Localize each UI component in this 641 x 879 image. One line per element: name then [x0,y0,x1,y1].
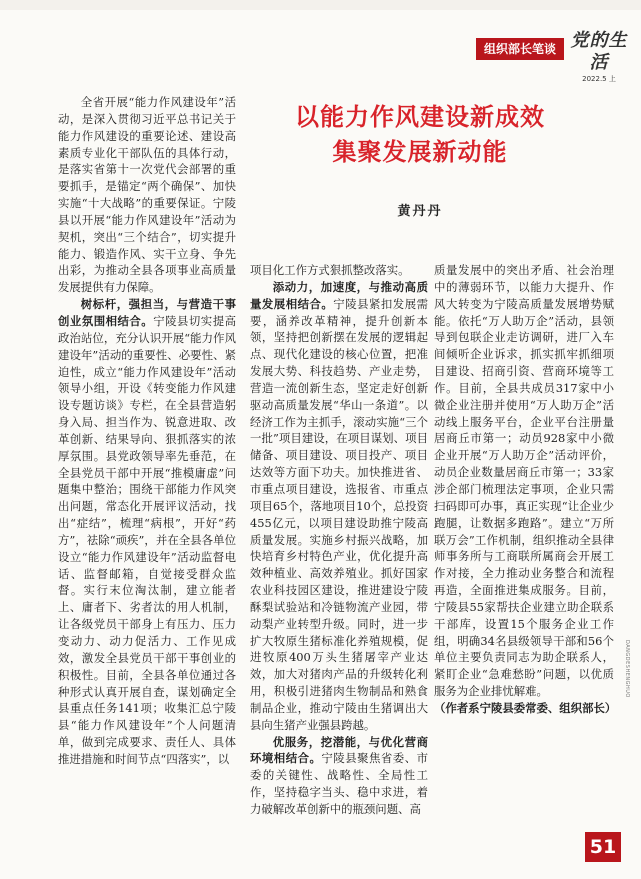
section-3-body-continued: 质量发展中的突出矛盾、社会治理中的薄弱环节，以能力大提升、作风大转变为宁陵高质量发展增势赋能。依托“万人助万企”活动，县领导到包联企业走访调研，进厂入车间倾听企业诉求，抓实抓牢抓细项目建设、招商引资、营商环境等工作。目前，全县共成员317家中小微企业注册并使用“万人助万企”活动线上服务平台，企业平台注册量居商丘市第一；动员928家中小微企业开展“万人助万企”活动评价，动员企业数量居商丘市第一；33家涉企部门梳理法定事项，企业只需扫码即可办事，真正实现“让企业少跑腿，让数据多跑路”。建立“万所联万会”工作机制，组织推动全县律师事务所与工商联所属商会开展工作对接，全力推动业务整合和流程再造，全面推进集成服务。目前，宁陵县55家帮扶企业建立助企联系干部库，设置15个服务企业工作组，明确34名县级领导干部和56个单位主要负责同志为助企联系人，紧盯企业“急难愁盼”问题，以优质服务为企业排忧解难。 [434,263,614,699]
section-2-paragraph [250,279,428,734]
text-column-3 [434,262,617,832]
author-signature-continued [434,700,617,717]
column-tag: 组织部长笔谈 [476,38,564,60]
magazine-brand [566,30,632,83]
text-column-1 [58,94,236,832]
section-1-paragraph [58,296,236,768]
signature-text-continued: （作者系宁陵县委常委、组织部长） [434,700,617,715]
section-2-heading: 添动力，加速度，与推动高质量发展相结合。 [250,279,428,311]
section-3-heading: 优服务，挖潜能，与优化营商环境相结合。 [250,734,428,766]
article-title-line2: 集聚发展新动能 [332,138,508,166]
side-vertical-text: DANGDESHENGHUO [624,640,630,698]
article-title-line1: 以能力作风建设新成效 [295,103,545,131]
text-column-2 [250,262,428,832]
section-1-body: 宁陵县切实提高政治站位，充分认识开展“能力作风建设年”活动的重要性、必要性、紧迫性，成立“能力作风建设年”活动领导小组，开设《转变能力作风建设专题访谈》专栏，在全县营造躬身入局、担当作为、锐意进取、改革创新、结果导向、狠抓落实的浓厚氛围。县党政领导率先垂范，在全县党员干部中开展“推模庸虚”问题集中整治；围绕干部能力作风突出问题，常态化开展评议活动，找出“症结”，梳理“病根”，开好“药方”，祛除“顽疾”，并在全县各单位设立“能力作风建设年”活动监督电话、监督邮箱，自觉接受群众监督。实行末位淘汰制，建立能者上、庸者下、劣者汰的用人机制，让各级党员干部身上有压力、压力变动力、动力促活力、工作见成效，激发全县党员干部干事创业的积极性。目前，全县各单位通过各种形式认真开展自查，谋划确定全县重点任务141项；收集汇总宁陵县“能力作风建设年”个人问题清单，做到完成要求、责任人、具体推进措施和时间节点“四落实”，以 [58,313,236,766]
top-band [0,0,641,10]
section-3-paragraph [250,734,428,818]
page-number: 51 [585,832,621,862]
section-1-tail: 项目化工作方式狠抓整改落实。 [250,263,410,277]
article-author: 黄丹丹 [397,204,443,219]
section-3-body: 宁陵县聚焦省委、市委的关键性、战略性、全局性工作，坚持稳字当头、稳中求进，着力破解改革创新中的瓶颈问题、高 [250,751,428,816]
section-2-body: 宁陵县紧扣发展需要，涵养改革精神，提升创新本领，坚持把创新摆在发展的逻辑起点、现代化建设的核心位置，把准发展大势、科技趋势、产业走势，营造一流创新生态，坚定走好创新驱动高质量发展“华山一条道”。以经济工作为主抓手，滚动实施“三个一批”项目建设，在项目谋划、项目储备、项目建设、项目投产、项目达效等方面下功夫。加快推进省、市重点项目建设，选报省、市重点项目65个，落地项目10个，总投资455亿元，以项目建设助推宁陵高质量发展。实施乡村振兴战略，加快培育乡村特色产业，优化提升高效种植业、高效养殖业。抓好国家农业科技园区建设，推进建设宁陵酥梨试验站和冷链物流产业园，带动梨产业转型升级。同时，进一步扩大牧原生猪标准化养殖规模，促进牧原400万头生猪屠宰产业达效，加大对猪肉产品的升级转化利用，积极引进猪肉生物制品和熟食制品企业，推动宁陵由生猪调出大县向生猪产业强县跨越。 [250,296,428,732]
section-3-paragraph-continued [434,262,614,700]
issue-label: 2022.5 上 [582,75,616,83]
brand-logo: 党的生活 [570,30,628,73]
section-1-heading: 树标杆，强担当，与营造干事创业氛围相结合。 [58,297,236,328]
intro-paragraph: 全省开展“能力作风建设年”活动，是深入贯彻习近平总书记关于能力作风建设的重要论述、建设高素质专业化干部队伍的具体行动，是落实省第十一次党代会部署的重要抓手，是锚定“两个确保”、加快实施“十大战略”的重要保证。宁陵县以开展“能力作风建设年”活动为契机，突出“三个结合”，切实提升能力、锻造作风、实干立身、争先出彩，为推动全县各项事业高质量发展提供有力保障。 [58,95,236,295]
